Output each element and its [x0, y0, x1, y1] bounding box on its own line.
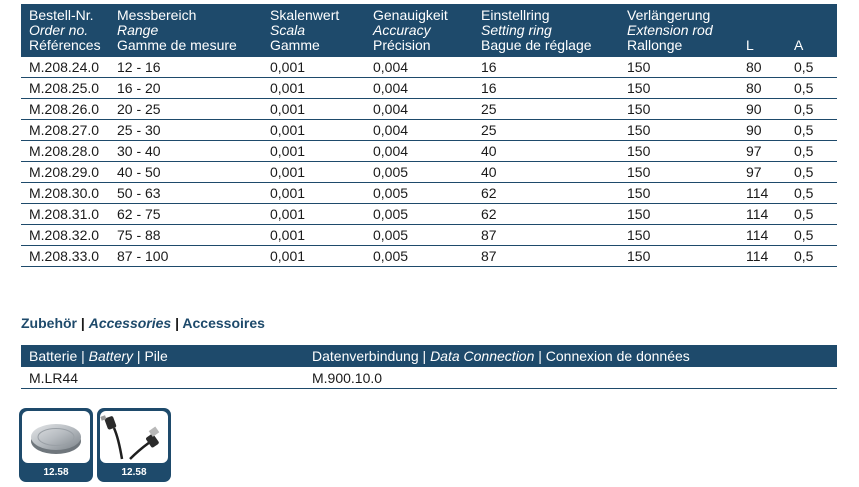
table-cell: 40 — [473, 162, 619, 183]
usb-cable-tile[interactable] — [97, 408, 171, 482]
battery-image — [22, 411, 90, 463]
table-cell: 0,5 — [786, 162, 837, 183]
header-separator: | — [136, 348, 141, 364]
table-cell: 87 - 100 — [109, 246, 262, 267]
table-cell: 0,005 — [365, 183, 473, 204]
table-row — [21, 225, 837, 246]
table-cell: 0,5 — [786, 204, 837, 225]
table-cell: 12 - 16 — [109, 57, 262, 78]
table-cell: 0,5 — [786, 99, 837, 120]
column-header-de: Einstellring — [481, 7, 550, 23]
table-cell: 0,5 — [786, 78, 837, 99]
column-header-de: Messbereich — [117, 7, 197, 23]
table-cell: 114 — [738, 225, 786, 246]
data-connection-header — [304, 345, 837, 367]
table-header — [21, 4, 837, 57]
table-cell: M.208.32.0 — [21, 225, 109, 246]
column-header-en: Accuracy — [373, 22, 431, 38]
data-connection-header-de: Datenverbindung — [312, 348, 419, 364]
column-header-de — [794, 8, 837, 23]
battery-header-de: Batterie — [29, 348, 78, 364]
title-separator: | — [80, 315, 85, 331]
column-header-fr: Références — [29, 37, 101, 53]
table-cell: 150 — [619, 141, 738, 162]
table-cell: M.208.28.0 — [21, 141, 109, 162]
table-cell: 114 — [738, 204, 786, 225]
table-cell: 150 — [619, 225, 738, 246]
column-header — [473, 4, 619, 57]
column-header-en: Scala — [270, 22, 306, 38]
column-header — [786, 4, 837, 57]
column-header-de: Skalenwert — [270, 7, 340, 23]
column-header-de: Verlängerung — [627, 7, 711, 23]
table-row — [21, 141, 837, 162]
column-header — [262, 4, 365, 57]
table-cell: 114 — [738, 246, 786, 267]
table-cell: 0,005 — [365, 246, 473, 267]
table-cell: 90 — [738, 99, 786, 120]
table-cell: 16 - 20 — [109, 78, 262, 99]
table-cell: 80 — [738, 57, 786, 78]
table-cell: M.208.24.0 — [21, 57, 109, 78]
column-header-en — [746, 23, 786, 38]
table-row — [21, 183, 837, 204]
table-cell: M.208.26.0 — [21, 99, 109, 120]
table-cell: 150 — [619, 204, 738, 225]
table-cell: 0,001 — [262, 183, 365, 204]
battery-header-fr: Pile — [144, 348, 168, 364]
battery-icon — [22, 411, 90, 463]
data-connection-order-no: M.900.10.0 — [304, 367, 837, 389]
table-cell: 40 — [473, 141, 619, 162]
table-cell: 0,001 — [262, 141, 365, 162]
table-cell: 62 - 75 — [109, 204, 262, 225]
table-row — [21, 367, 837, 389]
header-separator: | — [81, 348, 85, 364]
column-header-fr: Bague de réglage — [481, 37, 592, 53]
table-cell: 16 — [473, 57, 619, 78]
table-cell: 0,5 — [786, 246, 837, 267]
table-cell: 0,005 — [365, 162, 473, 183]
table-cell: 25 — [473, 99, 619, 120]
column-header — [109, 4, 262, 57]
table-cell: 0,001 — [262, 162, 365, 183]
table-cell: 114 — [738, 183, 786, 204]
table-cell: 150 — [619, 120, 738, 141]
table-cell: 0,001 — [262, 99, 365, 120]
column-header-en: Setting ring — [481, 22, 552, 38]
table-cell: M.208.33.0 — [21, 246, 109, 267]
table-cell: 150 — [619, 183, 738, 204]
column-header — [619, 4, 738, 57]
table-cell: 0,004 — [365, 57, 473, 78]
table-cell: 0,005 — [365, 225, 473, 246]
column-header-fr: A — [794, 37, 804, 53]
table-cell: 0,5 — [786, 57, 837, 78]
table-cell: 150 — [619, 162, 738, 183]
column-header-de — [746, 8, 786, 23]
column-header-en: Order no. — [29, 22, 89, 38]
table-cell: 30 - 40 — [109, 141, 262, 162]
accessories-title-fr: Accessoires — [182, 315, 265, 331]
table-cell: 25 — [473, 120, 619, 141]
table-cell: M.208.30.0 — [21, 183, 109, 204]
column-header-fr: Précision — [373, 37, 431, 53]
battery-order-no: M.LR44 — [21, 367, 304, 389]
table-cell: 0,5 — [786, 141, 837, 162]
table-cell: 16 — [473, 78, 619, 99]
table-cell: 90 — [738, 120, 786, 141]
table-row — [21, 99, 837, 120]
table-cell: 0,001 — [262, 57, 365, 78]
table-cell: 62 — [473, 204, 619, 225]
table-cell: 0,001 — [262, 225, 365, 246]
table-cell: M.208.25.0 — [21, 78, 109, 99]
battery-header — [21, 345, 304, 367]
table-cell: 150 — [619, 99, 738, 120]
column-header-fr: L — [746, 37, 754, 53]
usb-cable-image — [100, 411, 168, 463]
table-cell: 0,5 — [786, 225, 837, 246]
battery-header-en: Battery — [88, 348, 134, 364]
table-cell: 25 - 30 — [109, 120, 262, 141]
column-header-fr: Gamme de mesure — [117, 37, 237, 53]
product-table — [21, 4, 837, 267]
column-header-fr: Rallonge — [627, 37, 683, 53]
accessories-title — [21, 315, 265, 331]
table-body — [21, 57, 837, 267]
table-cell: 0,001 — [262, 120, 365, 141]
table-row — [21, 120, 837, 141]
table-cell: 62 — [473, 183, 619, 204]
table-cell: M.208.27.0 — [21, 120, 109, 141]
table-cell: M.208.29.0 — [21, 162, 109, 183]
column-header — [21, 4, 109, 57]
table-cell: M.208.31.0 — [21, 204, 109, 225]
data-connection-header-fr: Connexion de données — [545, 348, 690, 364]
table-cell: 150 — [619, 78, 738, 99]
table-cell: 75 - 88 — [109, 225, 262, 246]
column-header-en: Range — [117, 22, 159, 38]
data-connection-header-en: Data Connection — [430, 348, 535, 364]
column-header-de: Bestell-Nr. — [29, 7, 94, 23]
column-header-fr: Gamme — [270, 37, 320, 53]
battery-tile[interactable] — [19, 408, 93, 482]
table-cell: 80 — [738, 78, 786, 99]
column-header-en: Extension rod — [627, 22, 713, 38]
tile-caption: 12.58 — [43, 467, 69, 478]
table-row — [21, 57, 837, 78]
usb-cable-icon — [100, 411, 168, 463]
table-row — [21, 204, 837, 225]
table-cell: 150 — [619, 57, 738, 78]
table-cell: 0,5 — [786, 120, 837, 141]
table-row — [21, 78, 837, 99]
table-cell: 97 — [738, 162, 786, 183]
accessories-table — [21, 345, 837, 389]
column-header-en — [794, 23, 837, 38]
table-cell: 87 — [473, 225, 619, 246]
table-cell: 20 - 25 — [109, 99, 262, 120]
table-cell: 50 - 63 — [109, 183, 262, 204]
column-header — [738, 4, 786, 57]
column-header — [365, 4, 473, 57]
column-header-de: Genauigkeit — [373, 7, 448, 23]
table-cell: 97 — [738, 141, 786, 162]
table-cell: 0,005 — [365, 204, 473, 225]
header-separator: | — [538, 348, 542, 364]
tile-caption: 12.58 — [121, 467, 147, 478]
table-cell: 0,001 — [262, 204, 365, 225]
table-cell: 0,001 — [262, 246, 365, 267]
table-cell: 0,001 — [262, 78, 365, 99]
title-separator: | — [175, 315, 180, 331]
table-cell: 40 - 50 — [109, 162, 262, 183]
accessories-title-en: Accessories — [88, 315, 172, 331]
table-cell: 87 — [473, 246, 619, 267]
table-cell: 0,004 — [365, 99, 473, 120]
accessories-title-de: Zubehör — [21, 315, 77, 331]
table-cell: 0,004 — [365, 78, 473, 99]
table-cell: 0,004 — [365, 120, 473, 141]
table-cell: 150 — [619, 246, 738, 267]
table-row — [21, 162, 837, 183]
header-separator: | — [422, 348, 427, 364]
table-cell: 0,5 — [786, 183, 837, 204]
table-cell: 0,004 — [365, 141, 473, 162]
table-row — [21, 246, 837, 267]
